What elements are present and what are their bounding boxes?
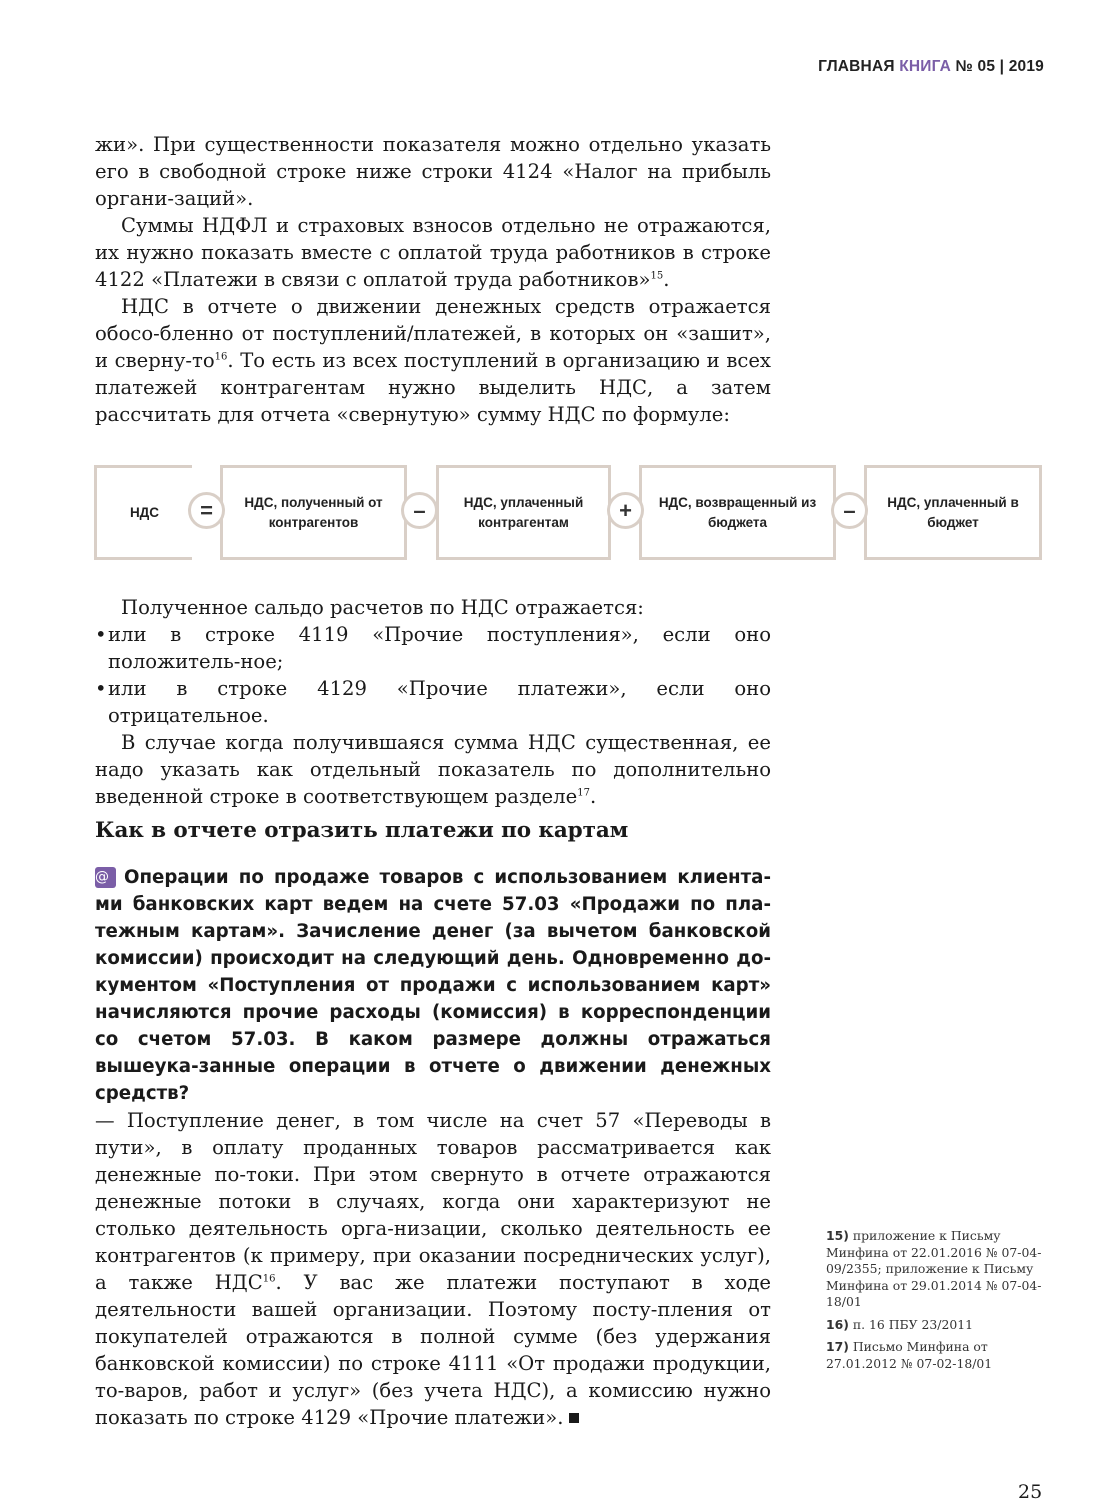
- answer-text-b: . У вас же платежи поступают в ходе деятельности вашей организации. Поэтому посту-пления от покупателей отражаются в полной сумме (без удержания банковской комиссии) по строке 4111 «От продажи продукции, то-варов, работ и услуг» (без учета НДС), а комиссию нужно показать по строке 4129 «Прочие платежи».: [95, 1271, 771, 1429]
- equals-operator-icon: =: [188, 492, 225, 529]
- footnote-16: [826, 1317, 1046, 1334]
- formula-term-4-box: [864, 465, 1042, 560]
- intro-paragraph-2-text: Суммы НДФЛ и страховых взносов отдельно не отражаются, их нужно показать вместе с оплатой труда работников в строке 4122 «Платежи в связи с оплатой труда работников»: [95, 214, 771, 291]
- saldo-paragraph-end: .: [589, 785, 597, 808]
- page-number: 25: [1018, 1481, 1043, 1503]
- formula-result-label: НДС: [129, 504, 160, 520]
- footnote-ref-15[interactable]: 15: [650, 270, 664, 282]
- footnote-ref-16-answer[interactable]: 16: [262, 1273, 276, 1285]
- footnote-number: 15): [826, 1228, 849, 1243]
- footnote-text: приложение к Письму Минфина от 22.01.2016 № 07-04-09/2355; приложение к Письму Минфина от 29.01.2014 № 07-04-18/01: [826, 1228, 1042, 1309]
- saldo-block: [95, 594, 771, 810]
- formula-term-2-box: [436, 465, 611, 560]
- footnote-number: 17): [826, 1339, 849, 1354]
- question-paragraph: [95, 864, 771, 1107]
- end-mark-icon: [569, 1413, 579, 1423]
- list-item: • или в строке 4129 «Прочие платежи», если оно отрицательное.: [95, 675, 771, 729]
- footnote-ref-17[interactable]: 17: [577, 787, 590, 799]
- formula-term-3-label: НДС, возвращенный из бюджета: [658, 494, 817, 530]
- answer-paragraph: [95, 1107, 771, 1431]
- footnotes: [826, 1228, 1046, 1378]
- intro-paragraph-2: Суммы НДФЛ и страховых взносов отдельно не отражаются, их нужно показать вместе с оплатой труда работников в строке 4122 «Платежи в связи с оплатой труда работников»$^{15}$.: [95, 214, 771, 291]
- footnote-number: 16): [826, 1316, 849, 1332]
- minus-operator-icon-2: –: [831, 492, 868, 529]
- intro-paragraph-1: жи». При существенности показателя можно отдельно указать его в свободной строке ниже строки 4124 «Налог на прибыль органи-заций».: [95, 133, 771, 210]
- saldo-paragraph-text: В случае когда получившаяся сумма НДС существенная, ее надо указать как отдельный показатель по дополнительно введенной строке в соответствующем разделе: [95, 731, 771, 808]
- section-heading: Как в отчете отразить платежи по картам: [95, 818, 629, 843]
- intro-paragraph-3: [95, 293, 771, 428]
- running-header: [818, 58, 1044, 76]
- at-icon: @: [95, 867, 116, 888]
- formula-term-4-label: НДС, уплаченный в бюджет: [887, 494, 1019, 530]
- magazine-title-part2: КНИГА: [899, 58, 952, 75]
- footnote-17: [826, 1339, 1046, 1372]
- plus-operator-icon: +: [607, 492, 644, 529]
- issue-number: № 05 | 2019: [955, 58, 1044, 75]
- saldo-bullet-list: [95, 621, 771, 729]
- formula-term-1-box: [220, 465, 407, 560]
- footnote-text: Письмо Минфина от 27.01.2012 № 07-02-18/01: [826, 1339, 993, 1371]
- footnote-15: [826, 1228, 1046, 1311]
- formula-term-3-box: [639, 465, 836, 560]
- formula-term-1-label: НДС, полученный от контрагентов: [244, 494, 383, 530]
- formula-result-box: [94, 465, 192, 560]
- footnote-text: п. 16 ПБУ 23/2011: [852, 1316, 973, 1332]
- footnote-ref-16[interactable]: 16: [214, 351, 228, 363]
- formula-term-2-label: НДС, уплаченный контрагентам: [463, 494, 584, 530]
- vat-formula: [94, 465, 1042, 560]
- list-item: • или в строке 4119 «Прочие поступления», если оно положитель-ное;: [95, 621, 771, 675]
- minus-operator-icon: –: [401, 492, 438, 529]
- intro-block: [95, 131, 771, 428]
- intro-paragraph-3-text-b: . То есть из всех поступлений в организацию и всех платежей контрагентам нужно выделить НДС, а затем рассчитать для отчета «свернутую» сумму НДС по формуле:: [95, 349, 771, 426]
- question-text: Операции по продаже товаров с использованием клиента-ми банковских карт ведем на счете 57.03 «Продажи по пла-тежным картам». Зачисление денег (за вычетом банковской комиссии) происходит на следующий день. Одновременно до-кументом «Поступления от продажи с использованием карт» начисляются прочие расходы (комиссия) в корреспонденции со счетом 57.03. В каком размере должны отражаться вышеука-занные операции в отчете о движении денежных средств?: [95, 867, 771, 1104]
- saldo-lead: Полученное сальдо расчетов по НДС отражается:: [121, 596, 644, 619]
- answer-text-a: — Поступление денег, в том числе на счет 57 «Переводы в пути», в оплату проданных товаров рассматривается как денежные по-токи. При этом свернуто в отчете отражаются денежные потоки в случаях, когда они характеризуют не столько деятельность орга-низации, сколько деятельность ее контрагентов (к примеру, при оказании посреднических услуг), а также НДС: [95, 1109, 771, 1294]
- qa-block: [95, 864, 771, 1431]
- intro-paragraph-3-text-a: НДС в отчете о движении денежных средств отражается обосо-бленно от поступлений/платежей, в которых он «зашит», и сверну-то: [95, 295, 771, 372]
- saldo-paragraph: [95, 729, 771, 810]
- magazine-title-part1: ГЛАВНАЯ: [818, 58, 895, 75]
